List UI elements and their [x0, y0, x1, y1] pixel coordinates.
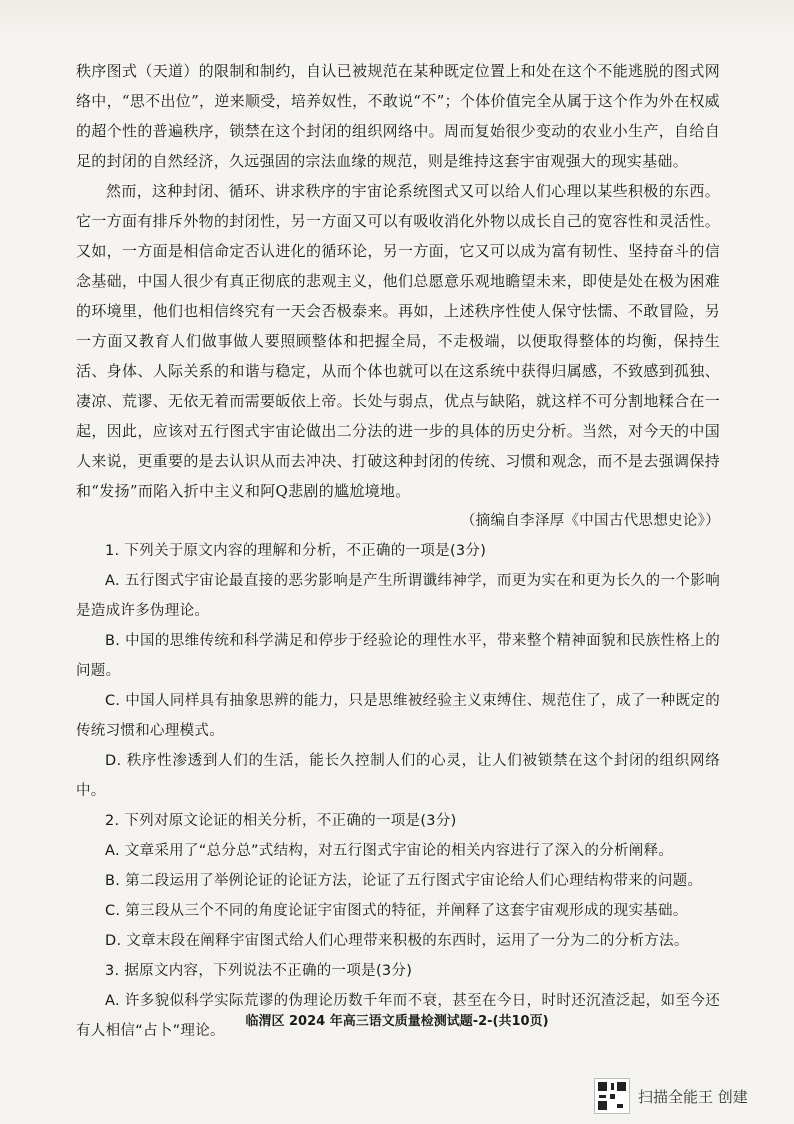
- qr-code-icon: [594, 1078, 630, 1114]
- question-stem: 2. 下列对原文论证的相关分析，不正确的一项是(3分): [105, 813, 457, 829]
- question-option: C. 第三段从三个不同的角度论证宇宙图式的特征，并阐释了这套宇宙观形成的现实基础。: [105, 903, 688, 919]
- question-option: A. 五行图式宇宙论最直接的恶劣影响是产生所谓谶纬神学，而更为实在和更为长久的一个影响是造成许多伪理论。: [76, 573, 720, 619]
- question-1: [76, 536, 720, 806]
- question-option: C. 中国人同样具有抽象思辨的能力，只是思维被经验主义束缚住、规范住了，成了一种既定的传统习惯和心理模式。: [76, 693, 720, 739]
- question-stem: 1. 下列关于原文内容的理解和分析，不正确的一项是(3分): [105, 543, 487, 559]
- page-footer: 临渭区 2024 年高三语文质量检测试题-2-(共10页): [245, 1014, 549, 1029]
- article-paragraph-1: 秩序图式（天道）的限制和制约，自认已被规范在某种既定位置上和处在这个不能逃脱的图式网络中，“思不出位”，逆来顺受，培养奴性，不敢说“不”；个体价值完全从属于这个作为外在权威的超个性的普遍秩序，锁禁在这个封闭的组织网络中。周而复始很少变动的农业小生产，自给自足的封闭的自然经济，久远强固的宗法血缘的规范，则是维持这套宇宙观强大的现实基础。: [76, 62, 720, 170]
- article-paragraph-2: 然而，这种封闭、循环、讲求秩序的宇宙论系统图式又可以给人们心理以某些积极的东西。它一方面有排斥外物的封闭性，另一方面又可以有吸收消化外物以成长自己的宽容性和灵活性。又如，一方面是相信命定否认进化的循环论，另一方面，它又可以成为富有韧性、坚持奋斗的信念基础，中国人很少有真正彻底的悲观主义，他们总愿意乐观地瞻望未来，即使是处在极为困难的环境里，他们也相信终究有一天会否极泰来。再如，上述秩序性使人保守怯懦、不敢冒险，另一方面又教育人们做事做人要照顾整体和把握全局，不走极端，以便取得整体的均衡，保持生活、身体、人际关系的和谐与稳定，从而个体也就可以在这系统中获得归属感，不致感到孤独、凄凉、荒谬、无依无着而需要皈依上帝。长处与弱点，优点与缺陷，就这样不可分割地糅合在一起，因此，应该对五行图式宇宙论做出二分法的进一步的具体的历史分析。当然，对今天的中国人来说，更重要的是去认识从而去冲决、打破这种封闭的传统、习惯和观念，而不是去强调保持和“发扬”而陷入折中主义和阿Q悲剧的尴尬境地。: [76, 182, 720, 500]
- scanner-watermark: [594, 1076, 784, 1116]
- question-option: D. 秩序性渗透到人们的生活，能长久控制人们的心灵，让人们被锁禁在这个封闭的组织网络中。: [76, 753, 720, 799]
- question-option: A. 许多貌似科学实际荒谬的伪理论历数千年而不衰，甚至在今日，时时还沉渣泛起，如至今还有人相信“占卜”理论。: [76, 993, 720, 1039]
- watermark-label: 扫描全能王 创建: [638, 1087, 748, 1106]
- question-option: B. 中国的思维传统和科学满足和停步于经验论的理性水平，带来整个精神面貌和民族性格上的问题。: [76, 633, 720, 679]
- question-2: [76, 806, 720, 956]
- document-body: [76, 56, 720, 1046]
- question-option: D. 文章末段在阐释宇宙图式给人们心理带来积极的东西时，运用了一分为二的分析方法。: [105, 933, 689, 949]
- article-citation: （摘编自李泽厚《中国古代思想史论》）: [460, 513, 720, 529]
- question-option: B. 第二段运用了举例论证的论证方法，论证了五行图式宇宙论给人们心理结构带来的问题。: [105, 873, 703, 889]
- question-stem: 3. 据原文内容，下列说法不正确的一项是(3分): [105, 963, 413, 979]
- question-option: A. 文章采用了“总分总”式结构，对五行图式宇宙论的相关内容进行了深入的分析阐释。: [105, 843, 674, 859]
- question-3: [76, 956, 720, 1046]
